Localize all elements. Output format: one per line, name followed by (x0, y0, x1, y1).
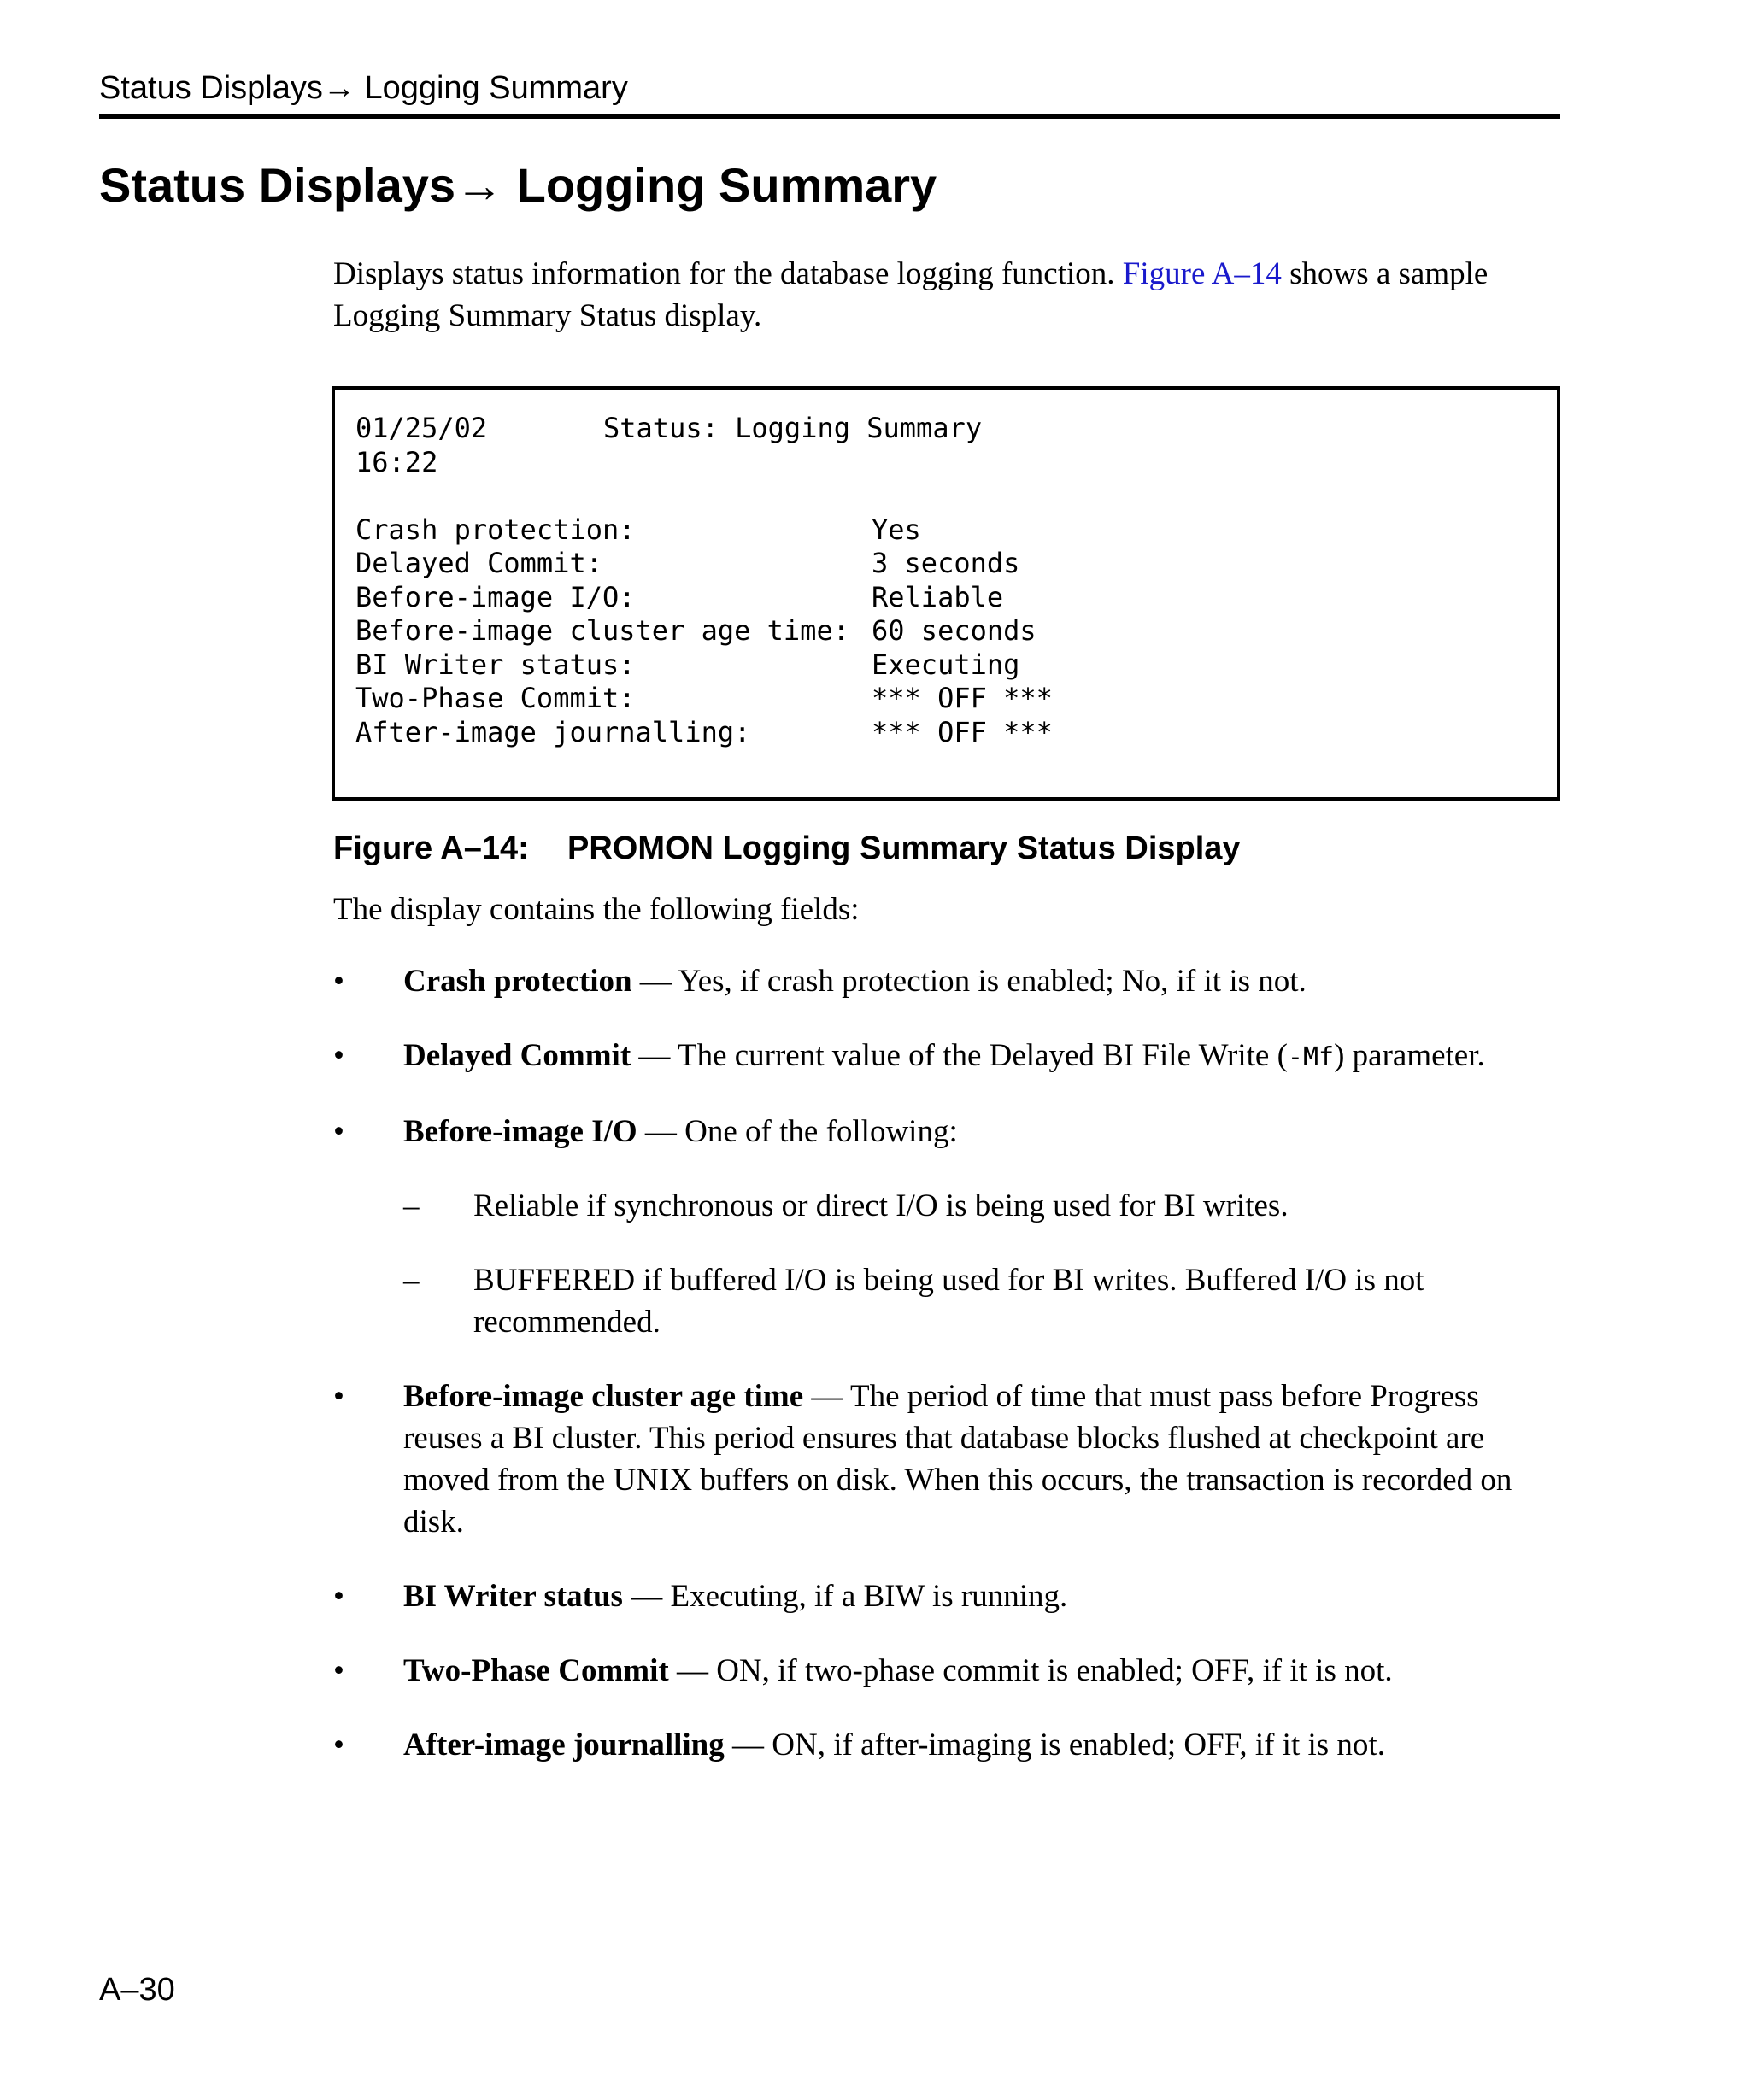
page-number: A–30 (99, 1972, 175, 2008)
screen-row (355, 581, 1557, 615)
sub-list-item (333, 1259, 1547, 1343)
screen-heading: Status: Logging Summary (603, 412, 983, 444)
screen-row-value: *** OFF *** (872, 682, 1053, 714)
bullet-icon: • (333, 1579, 344, 1614)
field-description: — ON, if after-imaging is enabled; OFF, if it is not. (724, 1728, 1385, 1763)
sub-item-text: BUFFERED if buffered I/O is being used for BI writes. Buffered I/O is not recommended. (473, 1263, 1424, 1340)
field-list (333, 960, 1547, 1798)
field-description: — The period of time that must pass before Progress reuses a BI cluster. This period ensures that database blocks flushed at checkpoint are moved from the UNIX buffers on disk. When this occurs, the transaction is recorded on disk. (403, 1379, 1512, 1540)
parameter-code: -Mf (1287, 1042, 1335, 1072)
field-description-end: ) parameter. (1334, 1038, 1485, 1073)
field-term: Two-Phase Commit (403, 1653, 669, 1688)
figure-caption (333, 827, 1241, 870)
screen-row-value: *** OFF *** (872, 715, 1053, 748)
screen-row (355, 614, 1557, 648)
figure-number: Figure A–14: (333, 830, 529, 866)
screen-row-label: Delayed Commit: (355, 547, 602, 579)
figure-link[interactable]: Figure A–14 (1122, 256, 1282, 291)
screen-row-value: Yes (872, 513, 921, 546)
field-description: — One of the following: (637, 1114, 958, 1149)
list-item (333, 1575, 1547, 1617)
screen-row-value: Executing (872, 648, 1020, 681)
page-title: Status Displays→ Logging Summary (99, 158, 937, 212)
screen-row (355, 682, 1557, 716)
intro-paragraph (333, 253, 1555, 337)
screen-row (355, 716, 1557, 750)
dash-icon: – (403, 1263, 420, 1298)
screen-header-line (355, 412, 1557, 446)
screen-row-label: BI Writer status: (355, 648, 636, 681)
sub-list-item (333, 1185, 1547, 1227)
promon-screen-sample (332, 386, 1560, 801)
screen-row-label: After-image journalling: (355, 715, 751, 748)
screen-date: 01/25/02 (355, 412, 488, 444)
list-item (333, 1724, 1547, 1766)
list-item (333, 960, 1547, 1002)
bullet-icon: • (333, 1038, 344, 1073)
field-term: Before-image I/O (403, 1114, 637, 1149)
bullet-icon: • (333, 1379, 344, 1414)
screen-blank-line (355, 479, 1557, 513)
bullet-icon: • (333, 1728, 344, 1763)
fields-lead: The display contains the following fields: (333, 892, 860, 927)
screen-row-value: 3 seconds (872, 547, 1020, 579)
sub-item-text: Reliable if synchronous or direct I/O is being used for BI writes. (473, 1188, 1289, 1223)
screen-row-value: Reliable (872, 580, 1004, 613)
running-header: Status Displays→ Logging Summary (99, 67, 1560, 119)
intro-text-end: shows a sample Logging Summary Status display. (333, 256, 1489, 333)
dash-icon: – (403, 1188, 420, 1223)
list-item (333, 1650, 1547, 1692)
field-description: — Yes, if crash protection is enabled; No, if it is not. (631, 964, 1307, 999)
field-term: After-image journalling (403, 1728, 725, 1763)
bullet-icon: • (333, 1653, 344, 1688)
screen-time-line (355, 446, 1557, 480)
field-description: — The current value of the Delayed BI File Write ( (631, 1038, 1288, 1073)
screen-time: 16:22 (355, 445, 438, 478)
list-item (333, 1111, 1547, 1153)
screen-row-label: Two-Phase Commit: (355, 682, 636, 714)
screen-row (355, 648, 1557, 683)
list-item (333, 1035, 1547, 1078)
intro-text-start: Displays status information for the database logging function. (333, 256, 1123, 291)
field-term: BI Writer status (403, 1579, 623, 1614)
bullet-icon: • (333, 964, 344, 999)
screen-row (355, 513, 1557, 548)
screen-row-label: Before-image cluster age time: (355, 614, 849, 647)
field-term: Before-image cluster age time (403, 1379, 804, 1414)
screen-row (355, 547, 1557, 581)
field-term: Delayed Commit (403, 1038, 631, 1073)
screen-row-label: Before-image I/O: (355, 580, 636, 613)
figure-title: PROMON Logging Summary Status Display (567, 830, 1241, 866)
list-item (333, 1376, 1547, 1543)
field-term: Crash protection (403, 964, 632, 999)
screen-row-label: Crash protection: (355, 513, 636, 546)
field-description: — Executing, if a BIW is running. (622, 1579, 1068, 1614)
bullet-icon: • (333, 1114, 344, 1149)
screen-row-value: 60 seconds (872, 614, 1036, 647)
field-description: — ON, if two-phase commit is enabled; OFF, if it is not. (668, 1653, 1393, 1688)
